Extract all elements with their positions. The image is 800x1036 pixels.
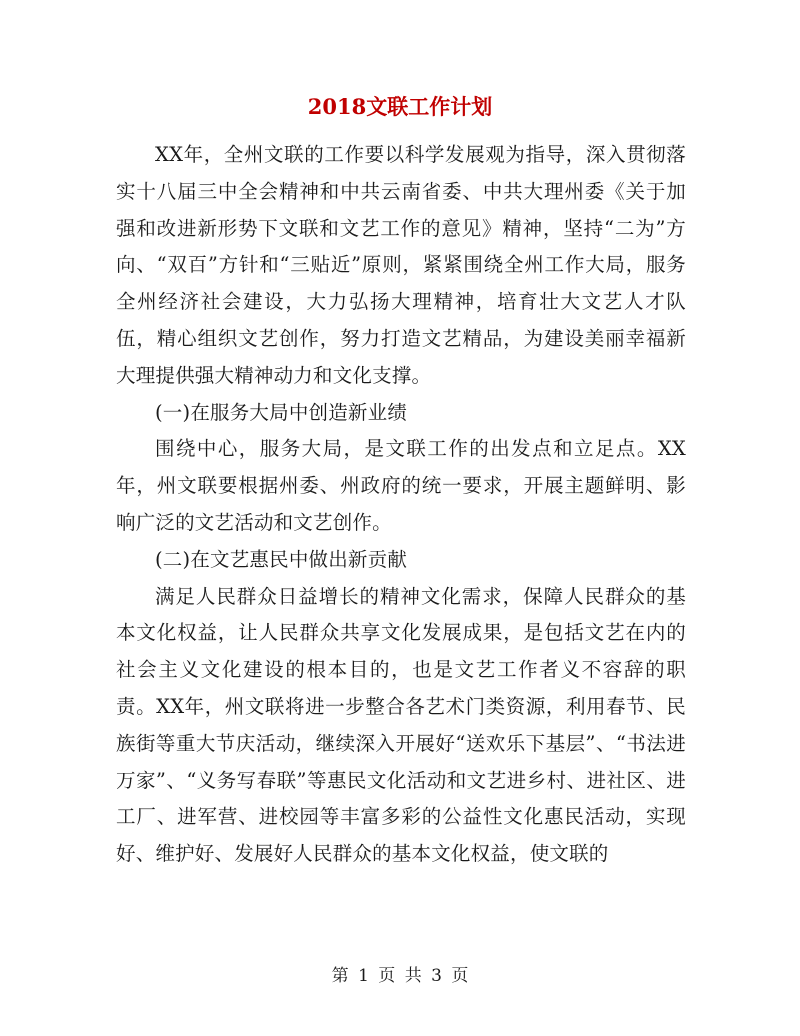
- section-heading-1: (一)在服务大局中创造新业绩: [155, 400, 408, 424]
- document-title: 2018文联工作计划: [307, 94, 493, 119]
- section-heading-2: (二)在文艺惠民中做出新贡献: [155, 547, 408, 571]
- section-1-paragraph: 围绕中心，服务大局，是文联工作的出发点和立足点。XX年，州文联要根据州委、州政府的统一要求，开展主题鲜明、影响广泛的文艺活动和文艺创作。: [116, 437, 686, 534]
- document-body: [116, 137, 686, 873]
- page-footer: 第 1 页 共 3 页: [331, 966, 469, 986]
- section-2-paragraph: 满足人民群众日益增长的精神文化需求，保障人民群众的基本文化权益，让人民群众共享文化发展成果，是包括文艺在内的社会主义文化建设的根本目的，也是文艺工作者义不容辞的职责。XX年，州文联将进一步整合各艺术门类资源，利用春节、民族街等重大节庆活动，继续深入开展好“送欢乐下基层”、“书法进万家”、“义务写春联”等惠民文化活动和文艺进乡村、进社区、进工厂、进军营、进校园等丰富多彩的公益性文化惠民活动，实现好、维护好、发展好人民群众的基本文化权益，使文联的: [116, 584, 686, 866]
- intro-paragraph: XX年，全州文联的工作要以科学发展观为指导，深入贯彻落实十八届三中全会精神和中共云南省委、中共大理州委《关于加强和改进新形势下文联和文艺工作的意见》精神，坚持“二为”方向、“双百”方针和“三贴近”原则，紧紧围绕全州工作大局，服务全州经济社会建设，大力弘扬大理精神，培育壮大文艺人才队伍，精心组织文艺创作，努力打造文艺精品，为建设美丽幸福新大理提供强大精神动力和文化支撑。: [116, 143, 686, 387]
